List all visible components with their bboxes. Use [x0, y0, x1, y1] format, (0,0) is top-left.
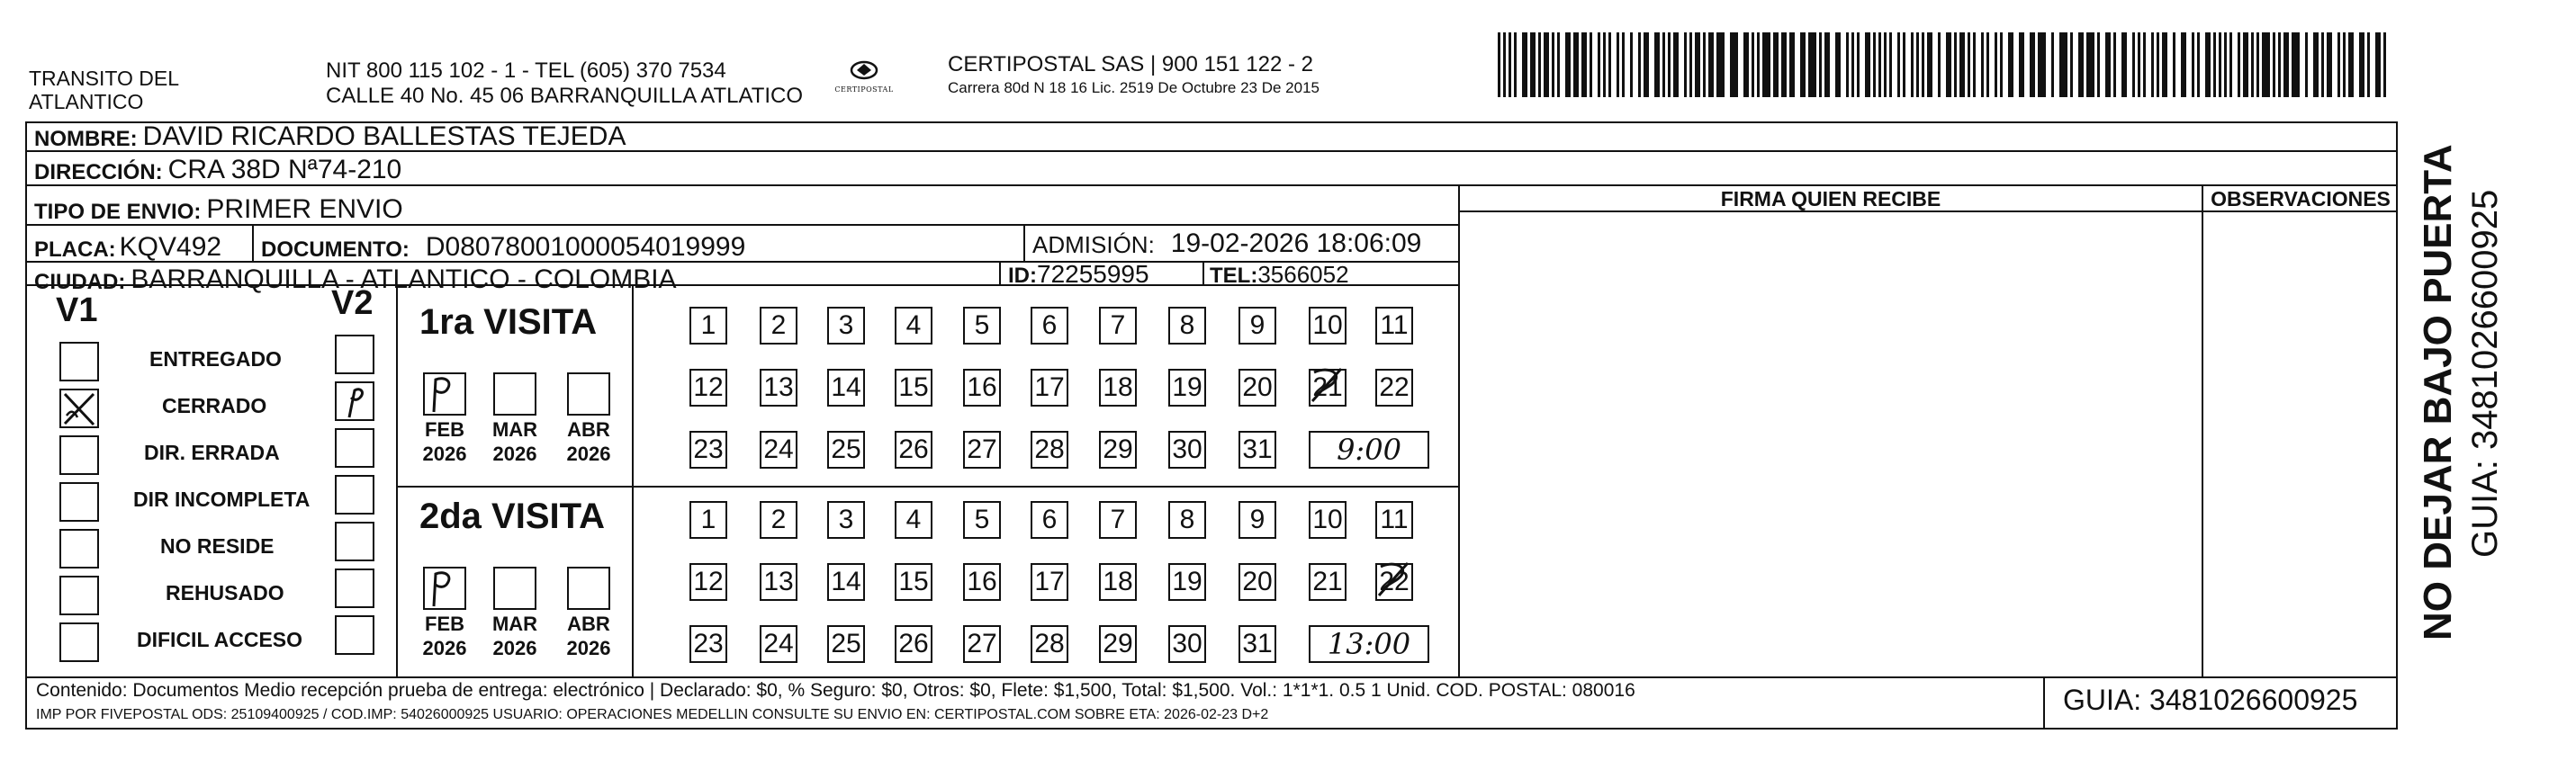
address-line: CALLE 40 No. 45 06 BARRANQUILLA ATLATICO: [326, 84, 804, 108]
barcode-bar: [2313, 32, 2319, 97]
first-visit-month-mar-label: [483, 417, 546, 466]
month-name: MAR: [491, 613, 538, 635]
month-name: ABR: [567, 418, 610, 441]
barcode-bar: [1630, 32, 1633, 97]
first-visit-day-9[interactable]: 9: [1238, 307, 1276, 345]
barcode-bar: [1565, 32, 1571, 97]
side-guia: GUIA: 3481026600925: [2465, 189, 2505, 558]
barcode-bar: [1927, 32, 1932, 97]
second-visit-day-31[interactable]: 31: [1238, 625, 1276, 663]
barcode-bar: [2019, 32, 2024, 97]
barcode-bar: [1757, 32, 1760, 97]
first-visit-day-6[interactable]: 6: [1031, 307, 1068, 345]
barcode-bar: [1995, 32, 1997, 97]
second-visit-day-28[interactable]: 28: [1031, 625, 1068, 663]
sender-contact: [326, 58, 803, 109]
barcode-bar: [2097, 32, 2100, 97]
nombre-label: NOMBRE:: [34, 127, 138, 151]
first-visit-day-3[interactable]: 3: [827, 307, 865, 345]
barcode-bar: [2181, 32, 2186, 97]
second-visit-day-21[interactable]: 21: [1309, 563, 1347, 601]
second-visit-day-26[interactable]: 26: [895, 625, 932, 663]
tipo-envio-value: PRIMER ENVIO: [206, 194, 403, 224]
v2-no-reside-checkbox[interactable]: [335, 522, 374, 561]
barcode-bar: [2205, 32, 2211, 97]
barcode-bar: [1981, 32, 1984, 97]
barcode-bar: [1538, 32, 1541, 97]
second-visit-day-2[interactable]: 2: [760, 501, 797, 539]
barcode-bar: [2273, 32, 2275, 97]
barcode-bar: [2086, 32, 2094, 97]
first-visit-day-25[interactable]: 25: [827, 431, 865, 469]
second-visit-day-14[interactable]: 14: [827, 563, 865, 601]
direccion-value: CRA 38D Nª74-210: [167, 155, 402, 184]
barcode-bar: [1938, 32, 1941, 97]
barcode-bar: [2059, 32, 2067, 97]
x-mark-icon: [61, 390, 97, 426]
second-visit-time-box[interactable]: 13:00: [1309, 625, 1429, 663]
v1-rehusado-checkbox[interactable]: [59, 576, 99, 615]
first-visit-day-17[interactable]: 17: [1031, 369, 1068, 407]
barcode-bar: [1522, 32, 1527, 97]
tel-label: TEL:: [1210, 264, 1258, 288]
barcode-bar: [2113, 32, 2116, 97]
tel-row: [1210, 258, 1349, 289]
first-visit-day-22[interactable]: 22: [1375, 369, 1413, 407]
barcode-bar: [1716, 32, 1725, 97]
barcode-bar: [1514, 32, 1517, 97]
direccion-row: [34, 153, 401, 185]
firma-quien-recibe-header: FIRMA QUIEN RECIBE: [1720, 187, 1941, 210]
sender-line-1: TRANSITO DEL: [29, 67, 179, 90]
company-info: [948, 52, 1320, 99]
documento-label: DOCUMENTO:: [261, 237, 410, 262]
ciudad-value: BARRANQUILLA - ATLANTICO - COLOMBIA: [131, 264, 677, 294]
barcode-bar: [1873, 32, 1876, 97]
barcode-bar: [1708, 32, 1714, 97]
first-visit-day-5[interactable]: 5: [963, 307, 1001, 345]
handwritten-mark-icon: [425, 569, 464, 608]
v2-label: V2: [331, 284, 374, 322]
barcode-bar: [2337, 32, 2340, 97]
first-visit-month-abr-label: [557, 417, 620, 466]
barcode-bar: [2051, 32, 2054, 97]
second-visit-day-8[interactable]: 8: [1168, 501, 1206, 539]
first-visit-day-10[interactable]: 10: [1309, 307, 1347, 345]
barcode-bar: [1598, 32, 1600, 97]
imp-line: IMP POR FIVEPOSTAL ODS: 25109400925 / COD.IMP: 54026000925 USUARIO: OPERACIONES MEDELLIN CONSULTE SU ENVIO EN: CERTIPOSTAL.COM SOBRE ETA: 2026-02-23 D+2: [36, 707, 1269, 722]
second-visit-day-13[interactable]: 13: [760, 563, 797, 601]
month-year: 2026: [492, 637, 537, 659]
month-name: MAR: [491, 418, 538, 441]
v2-rehusado-checkbox[interactable]: [335, 569, 374, 608]
first-visit-day-4[interactable]: 4: [895, 307, 932, 345]
ciudad-label: CIUDAD:: [34, 270, 126, 294]
first-visit-title: 1ra VISITA: [419, 302, 598, 342]
barcode-bar: [2121, 32, 2127, 97]
barcode-bar: [1608, 32, 1611, 97]
barcode: [1498, 32, 2389, 102]
first-visit-day-20[interactable]: 20: [1238, 369, 1276, 407]
second-visit-day-19[interactable]: 19: [1168, 563, 1206, 601]
barcode-bar: [1603, 32, 1606, 97]
second-visit-day-29[interactable]: 29: [1099, 625, 1137, 663]
barcode-bar: [2132, 32, 2135, 97]
admision-row: [1032, 223, 1421, 259]
handwritten-mark-icon: [425, 374, 464, 414]
second-visit-day-17[interactable]: 17: [1031, 563, 1068, 601]
first-visit-day-12[interactable]: 12: [689, 369, 727, 407]
status-dificil-acceso-label: DIFICIL ACCESO: [137, 628, 303, 651]
barcode-bar: [1509, 32, 1511, 97]
barcode-bar: [1743, 32, 1749, 97]
second-visit-day-11[interactable]: 11: [1375, 501, 1413, 539]
second-visit-month-abr-checkbox[interactable]: [567, 567, 610, 610]
v2-dir-errada-checkbox[interactable]: [335, 428, 374, 468]
barcode-bar: [2305, 32, 2308, 97]
second-visit-day-6[interactable]: 6: [1031, 501, 1068, 539]
barcode-bar: [1644, 32, 1649, 97]
status-cerrado-label: CERRADO: [162, 394, 267, 417]
barcode-bar: [1654, 32, 1660, 97]
nombre-row: [34, 121, 626, 152]
barcode-bar: [2070, 32, 2073, 97]
barcode-bar: [2238, 32, 2240, 97]
company-line: CERTIPOSTAL SAS | 900 151 122 - 2: [948, 52, 1313, 76]
barcode-bar: [1835, 32, 1841, 97]
barcode-bar: [1903, 32, 1905, 97]
second-visit-day-3[interactable]: 3: [827, 501, 865, 539]
v1-no-reside-checkbox[interactable]: [59, 529, 99, 569]
barcode-bar: [1544, 32, 1549, 97]
barcode-bar: [2251, 32, 2254, 97]
barcode-bar: [1889, 32, 1892, 97]
barcode-bar: [2157, 32, 2159, 97]
month-year: 2026: [566, 443, 611, 465]
barcode-bar: [1986, 32, 1989, 97]
status-no-reside-label: NO RESIDE: [160, 534, 275, 558]
second-visit-day-20[interactable]: 20: [1238, 563, 1276, 601]
month-name: FEB: [425, 418, 464, 441]
barcode-bar: [2375, 32, 2381, 97]
barcode-bar: [2256, 32, 2259, 97]
placa-value: KQV492: [119, 232, 222, 262]
second-visit-month-abr-label: [557, 612, 620, 660]
barcode-bar: [1638, 32, 1641, 97]
barcode-bar: [2243, 32, 2248, 97]
barcode-bar: [2162, 32, 2167, 97]
barcode-bar: [2224, 32, 2227, 97]
month-year: 2026: [566, 637, 611, 659]
placa-label: PLACA:: [34, 237, 116, 262]
first-visit-month-mar-checkbox[interactable]: [493, 372, 536, 416]
barcode-bar: [1789, 32, 1795, 97]
second-visit-day-25[interactable]: 25: [827, 625, 865, 663]
barcode-bar: [2283, 32, 2289, 97]
second-visit-month-mar-checkbox[interactable]: [493, 567, 536, 610]
first-visit-day-19[interactable]: 19: [1168, 369, 1206, 407]
v2-dificil-acceso-checkbox[interactable]: [335, 615, 374, 655]
first-visit-time-box[interactable]: 9:00: [1309, 431, 1429, 469]
barcode-bar: [2143, 32, 2146, 97]
logo-mark-icon: [849, 59, 879, 83]
barcode-bar: [1865, 32, 1870, 97]
first-visit-day-18[interactable]: 18: [1099, 369, 1137, 407]
barcode-bar: [1573, 32, 1579, 97]
second-visit-day-27[interactable]: 27: [963, 625, 1001, 663]
status-section: [25, 284, 421, 676]
barcode-bar: [1662, 32, 1665, 97]
id-value: 72255995: [1037, 260, 1149, 288]
v2-dir-incompleta-checkbox[interactable]: [335, 475, 374, 515]
barcode-bar: [2138, 32, 2140, 97]
first-visit-day-28[interactable]: 28: [1031, 431, 1068, 469]
barcode-bar: [1819, 32, 1822, 97]
barcode-bar: [1689, 32, 1692, 97]
observaciones-area[interactable]: [2204, 213, 2396, 675]
first-visit-month-feb-label: [413, 417, 476, 466]
barcode-bar: [1703, 32, 1706, 97]
barcode-bar: [1498, 32, 1500, 97]
barcode-bar: [1916, 32, 1919, 97]
second-visit-day-5[interactable]: 5: [963, 501, 1001, 539]
barcode-bar: [1530, 32, 1536, 97]
barcode-bar: [1878, 32, 1881, 97]
barcode-bar: [2262, 32, 2270, 97]
barcode-bar: [2213, 32, 2216, 97]
barcode-bar: [1897, 32, 1900, 97]
barcode-bar: [1581, 32, 1587, 97]
first-visit-day-15[interactable]: 15: [895, 369, 932, 407]
status-dir-incompleta-label: DIR INCOMPLETA: [133, 488, 311, 511]
handwritten-mark-icon: [1375, 560, 1415, 599]
first-visit-day-7[interactable]: 7: [1099, 307, 1137, 345]
status-entregado-label: ENTREGADO: [149, 347, 282, 371]
v1-entregado-checkbox[interactable]: [59, 342, 99, 381]
checkmark-scribble-icon: [337, 383, 373, 419]
first-visit-day-11[interactable]: 11: [1375, 307, 1413, 345]
barcode-bar: [2151, 32, 2154, 97]
barcode-bar: [2292, 32, 2300, 97]
contenido-line: Contenido: Documentos Medio recepción prueba de entrega: electrónico | Declarado: $0, % Seguro: $0, Otros: $0, Flete: $1,500, Total: $1,500. Vol.: 1*1*1. 0.5 1 Unid. COD. POSTAL: 080016: [36, 680, 1635, 701]
certipostal-logo: [828, 59, 900, 94]
barcode-bar: [2008, 32, 2013, 97]
second-visit-day-18[interactable]: 18: [1099, 563, 1137, 601]
barcode-bar: [1773, 32, 1779, 97]
first-visit-day-16[interactable]: 16: [963, 369, 1001, 407]
barcode-bar: [1673, 32, 1679, 97]
placa-row: [34, 227, 221, 263]
barcode-bar: [1922, 32, 1924, 97]
month-name: ABR: [567, 613, 610, 635]
nit-line: NIT 800 115 102 - 1 - TEL (605) 370 7534: [326, 58, 726, 83]
barcode-bar: [2367, 32, 2370, 97]
barcode-bar: [2038, 32, 2046, 97]
first-visit-day-26[interactable]: 26: [895, 431, 932, 469]
first-visit-day-14[interactable]: 14: [827, 369, 865, 407]
barcode-bar: [1946, 32, 1951, 97]
barcode-bar: [1668, 32, 1671, 97]
first-visit-month-feb-checkbox[interactable]: [423, 372, 466, 416]
second-visit-title: 2da VISITA: [419, 497, 605, 536]
barcode-bar: [2078, 32, 2084, 97]
second-visit-day-1[interactable]: 1: [689, 501, 727, 539]
barcode-bar: [2219, 32, 2221, 97]
barcode-bar: [2000, 32, 2003, 97]
tipo-envio-row: [34, 189, 403, 225]
barcode-bar: [2229, 32, 2232, 97]
footer-guia: GUIA: 3481026600925: [2063, 684, 2358, 716]
logo-text: CERTIPOSTAL: [834, 85, 894, 94]
v1-dir-incompleta-checkbox[interactable]: [59, 482, 99, 522]
firma-area[interactable]: [1461, 213, 2199, 675]
barcode-bar: [1781, 32, 1787, 97]
license-line: Carrera 80d N 18 16 Lic. 2519 De Octubre 23 De 2015: [948, 79, 1320, 96]
v2-cerrado-checkbox[interactable]: [335, 381, 374, 421]
barcode-bar: [1954, 32, 1957, 97]
barcode-bar: [1684, 32, 1687, 97]
barcode-bar: [1695, 32, 1700, 97]
v1-dificil-acceso-checkbox[interactable]: [59, 622, 99, 662]
barcode-bar: [2197, 32, 2200, 97]
second-visit-day-7[interactable]: 7: [1099, 501, 1137, 539]
barcode-bar: [1557, 32, 1560, 97]
second-visit-month-mar-label: [483, 612, 546, 660]
id-row: [1008, 258, 1149, 289]
barcode-bar: [1857, 32, 1860, 97]
barcode-bar: [2321, 32, 2324, 97]
documento-row: [261, 227, 745, 263]
second-visit-day-22[interactable]: 22: [1375, 563, 1413, 601]
v1-cerrado-checkbox[interactable]: [59, 389, 99, 428]
barcode-bar: [2192, 32, 2194, 97]
first-visit-day-30[interactable]: 30: [1168, 431, 1206, 469]
second-visit-month-feb-checkbox[interactable]: [423, 567, 466, 610]
barcode-bar: [1617, 32, 1619, 97]
barcode-bar: [1959, 32, 1965, 97]
first-visit-day-24[interactable]: 24: [760, 431, 797, 469]
sender-line-2: ATLANTICO: [29, 90, 144, 113]
barcode-bar: [2359, 32, 2364, 97]
sender-name: [29, 67, 179, 113]
barcode-bar: [1808, 32, 1816, 97]
month-year: 2026: [422, 443, 467, 465]
second-visit-day-9[interactable]: 9: [1238, 501, 1276, 539]
second-visit-day-16[interactable]: 16: [963, 563, 1001, 601]
tel-value: 3566052: [1257, 261, 1349, 288]
barcode-bar: [1968, 32, 1970, 97]
second-visit-day-30[interactable]: 30: [1168, 625, 1206, 663]
id-label: ID:: [1008, 264, 1037, 288]
barcode-bar: [1911, 32, 1914, 97]
barcode-bar: [1851, 32, 1854, 97]
month-year: 2026: [492, 443, 537, 465]
second-visit-day-24[interactable]: 24: [760, 625, 797, 663]
second-visit-day-15[interactable]: 15: [895, 563, 932, 601]
first-visit-day-1[interactable]: 1: [689, 307, 727, 345]
barcode-bar: [1503, 32, 1506, 97]
first-visit-day-21[interactable]: 21: [1309, 369, 1347, 407]
barcode-bar: [2030, 32, 2035, 97]
barcode-bar: [2343, 32, 2346, 97]
barcode-bar: [2348, 32, 2354, 97]
first-visit-day-27[interactable]: 27: [963, 431, 1001, 469]
month-name: FEB: [425, 613, 464, 635]
tipo-envio-label: TIPO DE ENVIO:: [34, 200, 202, 224]
barcode-bar: [1730, 32, 1738, 97]
status-dir-errada-label: DIR. ERRADA: [144, 441, 280, 464]
first-visit-day-23[interactable]: 23: [689, 431, 727, 469]
barcode-bar: [1884, 32, 1887, 97]
first-visit-month-abr-checkbox[interactable]: [567, 372, 610, 416]
first-visit-day-31[interactable]: 31: [1238, 431, 1276, 469]
second-visit-day-12[interactable]: 12: [689, 563, 727, 601]
first-visit-day-2[interactable]: 2: [760, 307, 797, 345]
barcode-bar: [2327, 32, 2332, 97]
barcode-bar: [1800, 32, 1806, 97]
barcode-bar: [1846, 32, 1849, 97]
v1-label: V1: [56, 291, 98, 329]
no-dejar-bajo-puerta: NO DEJAR BAJO PUERTA: [2416, 144, 2460, 640]
barcode-bar: [2278, 32, 2281, 97]
barcode-bar: [1552, 32, 1554, 97]
v1-dir-errada-checkbox[interactable]: [59, 435, 99, 475]
v2-entregado-checkbox[interactable]: [335, 335, 374, 374]
observaciones-header: OBSERVACIONES: [2211, 187, 2391, 210]
second-visit-month-feb-label: [413, 612, 476, 660]
first-visit-day-8[interactable]: 8: [1168, 307, 1206, 345]
second-visit-day-4[interactable]: 4: [895, 501, 932, 539]
direccion-label: DIRECCIÓN:: [34, 160, 163, 184]
documento-value: D08078001000054019999: [425, 232, 746, 262]
barcode-bar: [2105, 32, 2111, 97]
barcode-bar: [1752, 32, 1754, 97]
nombre-value: DAVID RICARDO BALLESTAS TEJEDA: [142, 121, 626, 151]
barcode-bar: [1590, 32, 1592, 97]
month-year: 2026: [422, 637, 467, 659]
barcode-bar: [1824, 32, 1830, 97]
second-visit-day-10[interactable]: 10: [1309, 501, 1347, 539]
handwritten-mark-icon: [1309, 365, 1348, 405]
second-visit-day-23[interactable]: 23: [689, 625, 727, 663]
barcode-bar: [1622, 32, 1625, 97]
first-visit-day-13[interactable]: 13: [760, 369, 797, 407]
admision-value: 19-02-2026 18:06:09: [1170, 228, 1422, 258]
first-visit-day-29[interactable]: 29: [1099, 431, 1137, 469]
barcode-bar: [1973, 32, 1976, 97]
status-rehusado-label: REHUSADO: [166, 581, 284, 604]
barcode-bar: [1762, 32, 1770, 97]
admision-label: ADMISIÓN:: [1032, 231, 1155, 258]
barcode-bar: [2173, 32, 2175, 97]
barcode-bar: [2383, 32, 2386, 97]
